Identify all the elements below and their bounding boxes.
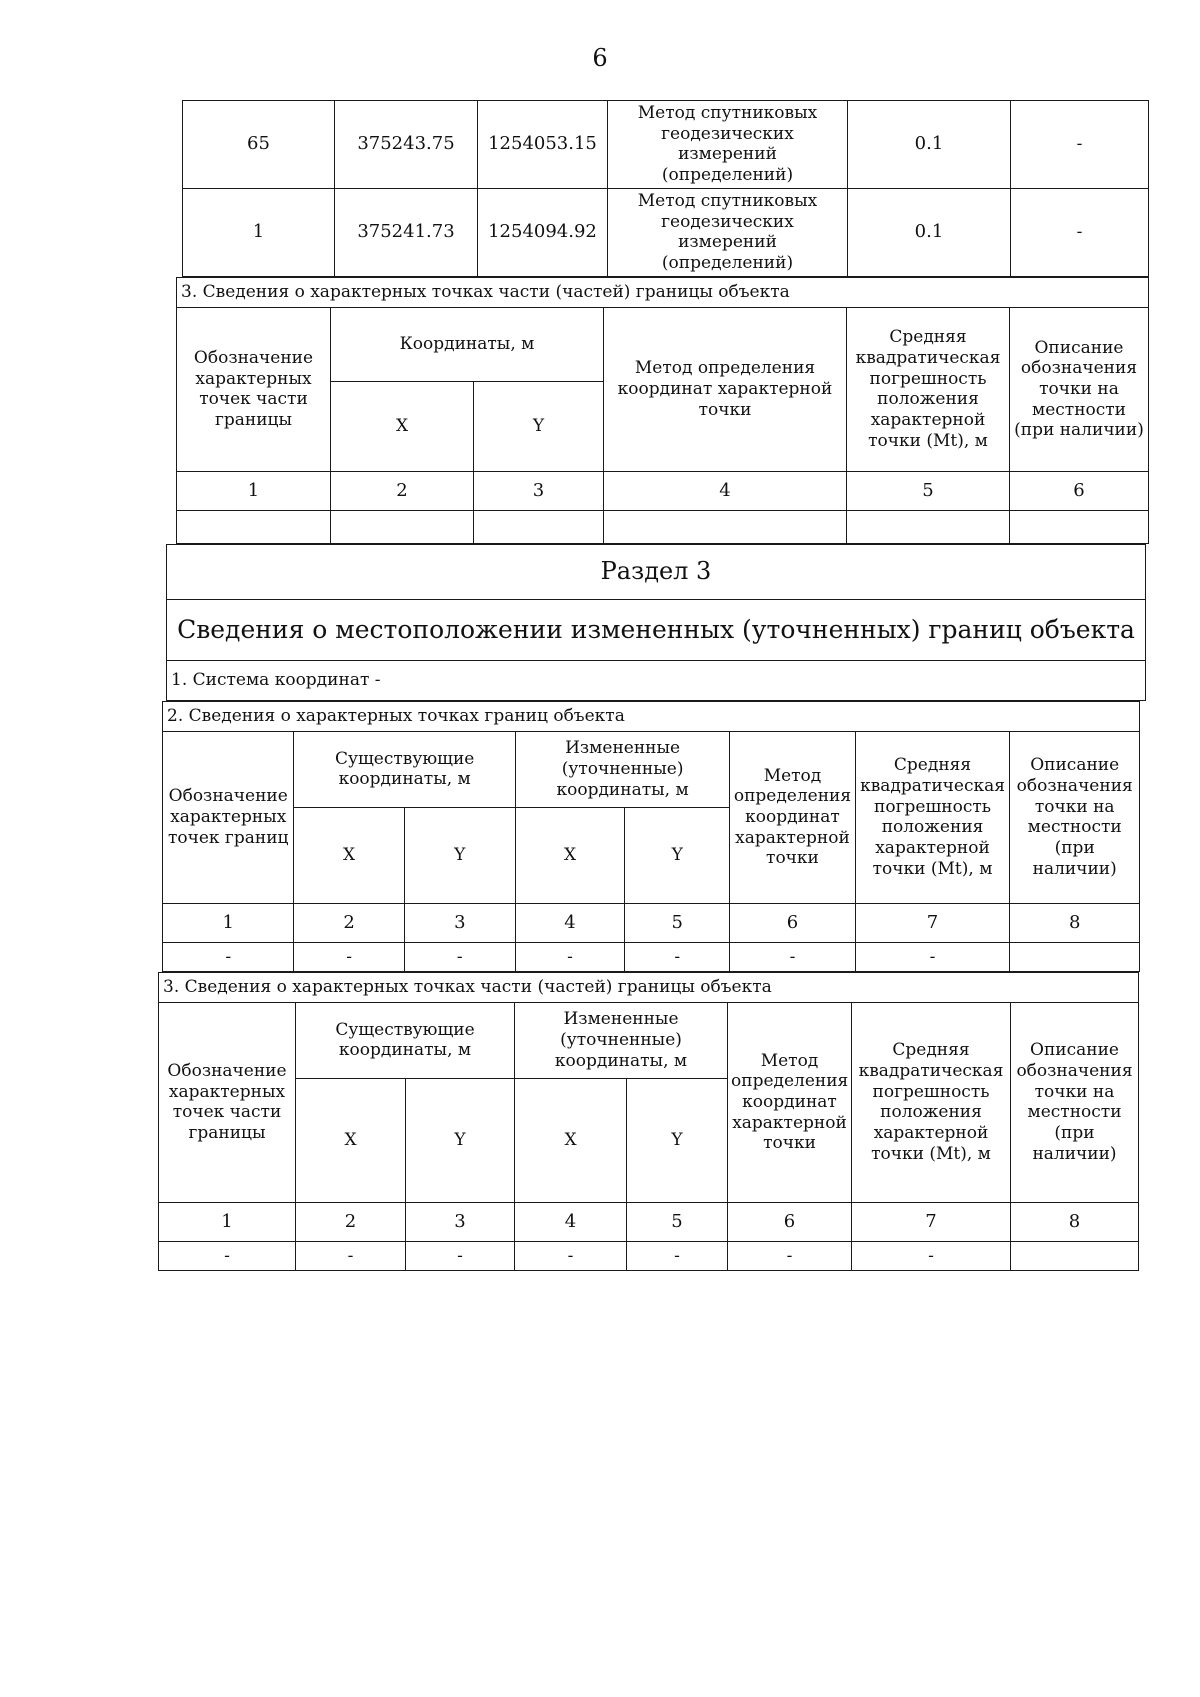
value-cell: - [296, 1241, 406, 1270]
method-cell: Метод спутниковых геодезических измерений (определений) [608, 101, 848, 189]
table-row [183, 101, 1149, 189]
existing-coords-header: Существующие координаты, м [296, 1002, 515, 1078]
existing-x-header: X [294, 807, 404, 903]
mt-cell: 0.1 [848, 101, 1011, 189]
method-header: Метод определения координат характерной точки [728, 1002, 852, 1202]
index-cell: 3 [474, 471, 604, 510]
existing-coords-header: Существующие координаты, м [294, 731, 515, 807]
index-cell: 4 [515, 903, 624, 942]
index-cell: 1 [177, 471, 331, 510]
changed-x-header: X [515, 1078, 627, 1202]
index-cell: 2 [331, 471, 474, 510]
index-row [159, 1202, 1139, 1241]
index-cell: 5 [847, 471, 1010, 510]
section-subtitle: Сведения о местоположении измененных (уточненных) границ объекта [167, 599, 1146, 660]
changed-coords-header: Измененные (уточненные) координаты, м [515, 1002, 728, 1078]
mt-header: Средняя квадратическая погрешность положения характерной точки (Mt), м [852, 1002, 1011, 1202]
empty-cell [474, 510, 604, 543]
existing-x-header: X [296, 1078, 406, 1202]
index-cell: 7 [855, 903, 1010, 942]
description-header: Описание обозначения точки на местности (при наличии) [1011, 1002, 1139, 1202]
x-header: X [331, 381, 474, 471]
table-row [159, 1241, 1139, 1270]
index-cell: 7 [852, 1202, 1011, 1241]
value-cell: - [294, 942, 404, 971]
existing-y-header: Y [404, 807, 515, 903]
value-cell: - [730, 942, 855, 971]
method-header: Метод определения координат характерной точки [730, 731, 855, 903]
coord-x: 375243.75 [335, 101, 478, 189]
index-cell: 8 [1011, 1202, 1139, 1241]
part-points-table [176, 277, 1149, 544]
table-row [183, 188, 1149, 276]
mt-header: Средняя квадратическая погрешность положения характерной точки (Mt), м [847, 307, 1010, 471]
document-body [163, 100, 1148, 1271]
index-cell: 5 [627, 1202, 728, 1241]
description-header: Описание обозначения точки на местности (при наличии) [1010, 307, 1149, 471]
index-row [163, 903, 1140, 942]
changed-y-header: Y [627, 1078, 728, 1202]
value-cell: - [728, 1241, 852, 1270]
coord-y: 1254094.92 [478, 188, 608, 276]
value-cell: - [625, 942, 730, 971]
coord-system: 1. Система координат - [167, 660, 1146, 700]
value-cell: - [404, 942, 515, 971]
index-cell: 6 [1010, 471, 1149, 510]
index-cell: 2 [296, 1202, 406, 1241]
empty-cell [1010, 510, 1149, 543]
index-cell: 5 [625, 903, 730, 942]
coord-x: 375241.73 [335, 188, 478, 276]
table-row [163, 942, 1140, 971]
designation-header: Обозначение характерных точек границ [163, 731, 294, 903]
empty-cell [847, 510, 1010, 543]
description-cell: - [1011, 188, 1149, 276]
empty-cell [177, 510, 331, 543]
point-id: 1 [183, 188, 335, 276]
table-row [177, 510, 1149, 543]
value-cell [1011, 1241, 1139, 1270]
changed-part-points-title: 3. Сведения о характерных точках части (частей) границы объекта [159, 972, 1139, 1002]
index-cell: 6 [728, 1202, 852, 1241]
section-title: Раздел 3 [167, 544, 1146, 599]
mt-header: Средняя квадратическая погрешность положения характерной точки (Mt), м [855, 731, 1010, 903]
changed-points-title: 2. Сведения о характерных точках границ объекта [163, 701, 1140, 731]
empty-cell [604, 510, 847, 543]
value-cell: - [627, 1241, 728, 1270]
points-table-continuation [182, 100, 1149, 277]
index-cell: 6 [730, 903, 855, 942]
empty-cell [331, 510, 474, 543]
value-cell: - [515, 942, 624, 971]
index-cell: 8 [1010, 903, 1140, 942]
index-cell: 4 [515, 1202, 627, 1241]
section3-header [166, 544, 1146, 701]
value-cell: - [855, 942, 1010, 971]
changed-points-table [162, 701, 1140, 972]
mt-cell: 0.1 [848, 188, 1011, 276]
changed-y-header: Y [625, 807, 730, 903]
designation-header: Обозначение характерных точек части границы [159, 1002, 296, 1202]
value-cell: - [159, 1241, 296, 1270]
index-cell: 1 [163, 903, 294, 942]
changed-coords-header: Измененные (уточненные) координаты, м [515, 731, 729, 807]
method-header: Метод определения координат характерной точки [604, 307, 847, 471]
existing-y-header: Y [406, 1078, 515, 1202]
coord-y: 1254053.15 [478, 101, 608, 189]
index-cell: 1 [159, 1202, 296, 1241]
description-cell: - [1011, 101, 1149, 189]
changed-part-points-table [158, 972, 1139, 1271]
index-cell: 4 [604, 471, 847, 510]
index-cell: 3 [404, 903, 515, 942]
value-cell: - [515, 1241, 627, 1270]
page-number: 6 [592, 44, 608, 72]
coords-header: Координаты, м [331, 307, 604, 381]
value-cell: - [163, 942, 294, 971]
y-header: Y [474, 381, 604, 471]
method-cell: Метод спутниковых геодезических измерений (определений) [608, 188, 848, 276]
value-cell: - [852, 1241, 1011, 1270]
part-points-title: 3. Сведения о характерных точках части (частей) границы объекта [177, 277, 1149, 307]
index-cell: 2 [294, 903, 404, 942]
point-id: 65 [183, 101, 335, 189]
description-header: Описание обозначения точки на местности (при наличии) [1010, 731, 1140, 903]
value-cell [1010, 942, 1140, 971]
changed-x-header: X [515, 807, 624, 903]
designation-header: Обозначение характерных точек части границы [177, 307, 331, 471]
index-cell: 3 [406, 1202, 515, 1241]
value-cell: - [406, 1241, 515, 1270]
index-row [177, 471, 1149, 510]
